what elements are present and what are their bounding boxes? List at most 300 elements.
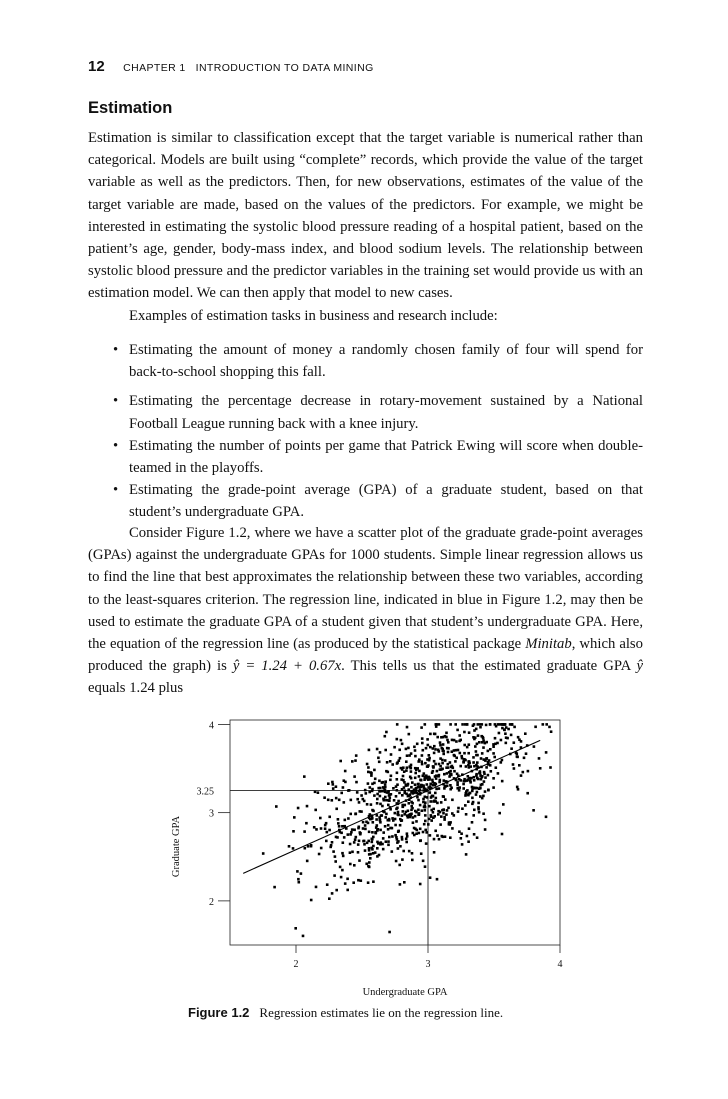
scatter-point: [429, 834, 432, 837]
scatter-point: [429, 785, 432, 788]
scatter-point: [466, 835, 469, 838]
scatter-point: [372, 821, 375, 824]
scatter-point: [425, 747, 428, 750]
scatter-point: [430, 819, 433, 822]
scatter-point: [489, 723, 492, 726]
scatter-point: [476, 743, 479, 746]
scatter-point: [471, 797, 474, 800]
scatter-point: [371, 841, 374, 844]
scatter-point: [479, 726, 482, 729]
scatter-point: [357, 843, 360, 846]
y-tick-label-reference: 3.25: [196, 786, 214, 798]
scatter-point: [412, 832, 415, 835]
scatter-point: [446, 739, 449, 742]
scatter-point: [356, 791, 359, 794]
scatter-point: [421, 763, 424, 766]
scatter-point: [439, 757, 442, 760]
scatter-point: [442, 795, 445, 798]
scatter-point: [462, 787, 465, 790]
scatter-point: [467, 760, 470, 763]
scatter-point: [454, 760, 457, 763]
scatter-point: [408, 754, 411, 757]
scatter-point: [453, 770, 456, 773]
scatter-point: [396, 813, 399, 816]
scatter-point: [438, 787, 441, 790]
scatter-point: [517, 736, 520, 739]
scatter-point: [379, 751, 382, 754]
scatter-point: [458, 740, 461, 743]
scatter-point: [411, 859, 414, 862]
scatter-point: [517, 788, 520, 791]
scatter-point: [370, 774, 373, 777]
scatter-point: [472, 761, 475, 764]
scatter-point: [481, 723, 484, 726]
scatter-point: [433, 838, 436, 841]
scatter-point: [467, 840, 470, 843]
scatter-point: [475, 774, 478, 777]
scatter-point: [483, 771, 486, 774]
scatter-point: [378, 780, 381, 783]
scatter-point: [437, 810, 440, 813]
scatter-point: [395, 860, 398, 863]
scatter-point: [418, 785, 421, 788]
scatter-point: [395, 795, 398, 798]
scatter-point: [368, 849, 371, 852]
scatter-point: [474, 787, 477, 790]
scatter-point: [497, 772, 500, 775]
scatter-point: [457, 807, 460, 810]
scatter-point: [347, 789, 350, 792]
scatter-point: [407, 810, 410, 813]
scatter-point: [466, 789, 469, 792]
scatter-point: [477, 723, 480, 726]
scatter-point: [516, 755, 519, 758]
scatter-point: [329, 846, 332, 849]
scatter-point: [456, 784, 459, 787]
scatter-point: [368, 861, 371, 864]
scatter-point: [415, 811, 418, 814]
scatter-point: [315, 886, 318, 889]
chapter-title: CHAPTER 1 INTRODUCTION TO DATA MINING: [123, 62, 374, 74]
scatter-point: [314, 791, 317, 794]
scatter-point: [292, 830, 295, 833]
scatter-point: [414, 777, 417, 780]
scatter-point: [513, 741, 516, 744]
scatter-point: [331, 841, 334, 844]
scatter-point: [441, 768, 444, 771]
scatter-point: [369, 813, 372, 816]
scatter-point: [396, 738, 399, 741]
scatter-point: [431, 771, 434, 774]
scatter-point: [420, 726, 423, 729]
scatter-point: [373, 769, 376, 772]
scatter-point: [424, 820, 427, 823]
scatter-point: [403, 881, 406, 884]
scatter-point: [355, 836, 358, 839]
scatter-point: [366, 803, 369, 806]
scatter-point: [425, 842, 428, 845]
scatter-point: [463, 731, 466, 734]
scatter-point: [384, 825, 387, 828]
scatter-point: [339, 866, 342, 869]
scatter-point: [389, 797, 392, 800]
scatter-point: [500, 761, 503, 764]
scatter-point: [457, 810, 460, 813]
scatter-point: [446, 809, 449, 812]
scatter-point: [516, 752, 519, 755]
yhat-symbol: ŷ: [636, 658, 643, 675]
scatter-point: [434, 763, 437, 766]
scatter-point: [449, 723, 452, 726]
scatter-point: [436, 878, 439, 881]
scatter-point: [378, 816, 381, 819]
scatter-point: [465, 765, 468, 768]
scatter-point: [472, 724, 475, 727]
scatter-point: [444, 785, 447, 788]
scatter-point: [467, 775, 470, 778]
scatter-point: [370, 818, 373, 821]
scatter-point: [513, 767, 516, 770]
scatter-point: [292, 847, 295, 850]
scatter-point: [505, 736, 508, 739]
scatter-point: [456, 729, 459, 732]
scatter-point: [550, 730, 553, 733]
x-tick-label: 4: [557, 959, 563, 970]
scatter-point: [307, 845, 310, 848]
scatter-point: [421, 737, 424, 740]
scatter-point: [385, 731, 388, 734]
scatter-point: [485, 757, 488, 760]
scatter-point: [423, 778, 426, 781]
scatter-point: [460, 837, 463, 840]
list-item-text: Estimating the number of points per game that Patrick Ewing will score when double-teamed in the playoffs.: [129, 437, 643, 477]
scatter-point: [481, 736, 484, 739]
scatter-point: [397, 830, 400, 833]
scatter-point: [391, 835, 394, 838]
scatter-point: [376, 802, 379, 805]
scatter-point: [450, 773, 453, 776]
scatter-point: [475, 754, 478, 757]
scatter-point: [404, 790, 407, 793]
scatter-point: [516, 786, 519, 789]
scatter-point: [469, 792, 472, 795]
scatter-point: [403, 813, 406, 816]
scatter-point: [471, 787, 474, 790]
scatter-point: [401, 858, 404, 861]
bullet-marker: •: [113, 437, 119, 454]
scatter-point: [549, 766, 552, 769]
scatter-point: [288, 845, 291, 848]
scatter-point: [397, 811, 400, 814]
scatter-point: [389, 808, 392, 811]
scatter-point: [468, 731, 471, 734]
scatter-point: [399, 757, 402, 760]
scatter-point: [520, 774, 523, 777]
scatter-point: [440, 801, 443, 804]
scatter-point: [467, 800, 470, 803]
scatter-point: [435, 774, 438, 777]
scatter-point: [408, 850, 411, 853]
list-item-text: Estimating the grade-point average (GPA) of a graduate student, based on that student’s undergraduate GPA.: [129, 482, 643, 521]
scatter-point: [338, 799, 341, 802]
scatter-point: [400, 739, 403, 742]
scatter-point: [472, 814, 475, 817]
scatter-point: [382, 831, 385, 834]
scatter-point: [371, 838, 374, 841]
y-tick-label: 3: [209, 808, 214, 820]
scatter-point: [473, 738, 476, 741]
scatter-point: [325, 822, 328, 825]
scatter-point: [369, 853, 372, 856]
scatter-point: [368, 791, 371, 794]
scatter-point: [433, 851, 436, 854]
scatter-point: [474, 745, 477, 748]
scatter-point: [442, 809, 445, 812]
consider-text: [88, 522, 643, 700]
figure-caption-text: Regression estimates lie on the regression line.: [259, 1005, 504, 1020]
scatter-point: [431, 779, 434, 782]
scatter-point: [378, 761, 381, 764]
scatter-point: [433, 760, 436, 763]
scatter-point: [387, 771, 390, 774]
scatter-point: [402, 805, 405, 808]
scatter-point: [396, 723, 399, 726]
scatter-point: [390, 753, 393, 756]
scatter-point: [353, 841, 356, 844]
scatter-point: [412, 821, 415, 824]
scatter-point: [389, 760, 392, 763]
scatter-point: [400, 778, 403, 781]
scatter-point: [382, 781, 385, 784]
scatter-point: [427, 776, 430, 779]
scatter-point: [490, 770, 493, 773]
scatter-point: [466, 746, 469, 749]
scatter-point: [484, 790, 487, 793]
scatter-point: [353, 775, 356, 778]
scatter-point: [436, 834, 439, 837]
consider-paragraph: [88, 522, 643, 700]
scatter-point: [349, 863, 352, 866]
scatter-point: [335, 889, 338, 892]
scatter-point: [429, 733, 432, 736]
scatter-point: [401, 838, 404, 841]
scatter-point: [394, 812, 397, 815]
scatter-point: [432, 808, 435, 811]
scatter-point: [421, 754, 424, 757]
scatter-point: [347, 817, 350, 820]
scatter-point: [349, 833, 352, 836]
scatter-point: [475, 764, 478, 767]
scatter-point: [387, 824, 390, 827]
bullet-marker: •: [113, 393, 119, 410]
scatter-point: [482, 746, 485, 749]
scatter-point: [447, 751, 450, 754]
scatter-point: [408, 788, 411, 791]
list-item: [88, 435, 643, 479]
scatter-point: [498, 732, 501, 735]
scatter-point: [442, 743, 445, 746]
scatter-point: [397, 800, 400, 803]
scatter-point: [438, 838, 441, 841]
scatter-point: [520, 740, 523, 743]
scatter-point: [424, 775, 427, 778]
scatter-point: [297, 878, 300, 881]
scatter-point: [401, 794, 404, 797]
scatter-point: [458, 734, 461, 737]
scatter-point: [431, 795, 434, 798]
scatter-point: [371, 847, 374, 850]
scatter-point: [447, 807, 450, 810]
scatter-point: [542, 723, 545, 726]
scatter-point: [333, 874, 336, 877]
scatter-point: [424, 804, 427, 807]
scatter-point: [463, 752, 466, 755]
scatter-point: [297, 807, 300, 810]
scatter-point: [366, 763, 369, 766]
scatter-point: [340, 876, 343, 879]
scatter-point: [411, 802, 414, 805]
scatter-point: [419, 828, 422, 831]
scatter-point: [367, 782, 370, 785]
scatter-point: [275, 805, 278, 808]
scatter-point: [501, 759, 504, 762]
scatter-point: [444, 759, 447, 762]
scatter-point: [433, 752, 436, 755]
scatter-point: [439, 779, 442, 782]
scatter-point: [479, 772, 482, 775]
scatter-point: [421, 742, 424, 745]
scatter-point: [545, 751, 548, 754]
scatter-point: [460, 755, 463, 758]
scatter-point: [447, 766, 450, 769]
scatter-point: [385, 840, 388, 843]
scatter-point: [424, 723, 427, 726]
scatter-point: [362, 827, 365, 830]
scatter-point: [303, 775, 306, 778]
scatter-point: [504, 732, 507, 735]
scatter-point: [429, 746, 432, 749]
scatter-point: [460, 832, 463, 835]
consider-text-part: equals 1.24 plus: [88, 680, 184, 697]
scatter-point: [310, 845, 313, 848]
scatter-point: [446, 772, 449, 775]
scatter-point: [398, 749, 401, 752]
scatter-point: [414, 783, 417, 786]
scatter-point: [338, 825, 341, 828]
scatter-point: [405, 769, 408, 772]
scatter-point: [353, 864, 356, 867]
scatter-point: [381, 805, 384, 808]
scatter-point: [487, 750, 490, 753]
scatter-point: [344, 770, 347, 773]
scatter-point: [351, 828, 354, 831]
scatter-point: [488, 759, 491, 762]
y-tick-label: 4: [209, 720, 214, 732]
intro-paragraph: [88, 127, 643, 305]
scatter-point: [362, 821, 365, 824]
scatter-point: [414, 772, 417, 775]
scatter-point: [456, 781, 459, 784]
scatter-point: [476, 777, 479, 780]
scatter-point: [482, 739, 485, 742]
scatter-point: [443, 773, 446, 776]
scatter-point: [473, 809, 476, 812]
scatter-point: [453, 755, 456, 758]
scatter-point: [373, 794, 376, 797]
scatter-point: [335, 785, 338, 788]
scatter-point: [415, 769, 418, 772]
scatter-point: [511, 723, 514, 726]
scatter-point: [494, 723, 497, 726]
scatter-point: [331, 799, 334, 802]
scatter-point: [357, 851, 360, 854]
scatter-point: [343, 801, 346, 804]
scatter-point: [313, 826, 316, 829]
scatter-point: [439, 744, 442, 747]
scatter-point: [473, 779, 476, 782]
scatter-point: [436, 802, 439, 805]
scatter-point: [349, 851, 352, 854]
scatter-point: [368, 831, 371, 834]
scatter-point: [472, 756, 475, 759]
scatter-point: [424, 865, 427, 868]
scatter-point: [420, 779, 423, 782]
scatter-point: [420, 760, 423, 763]
scatter-point: [319, 817, 322, 820]
scatter-point: [349, 813, 352, 816]
scatter-point: [298, 881, 301, 884]
scatter-point: [341, 869, 344, 872]
scatter-point: [364, 824, 367, 827]
scatter-point: [442, 812, 445, 815]
scatter-point: [409, 776, 412, 779]
figure-label: Figure 1.2: [188, 1005, 250, 1020]
scatter-point: [382, 798, 385, 801]
scatter-point: [469, 779, 472, 782]
scatter-point: [302, 935, 305, 938]
scatter-point: [408, 733, 411, 736]
scatter-point: [401, 788, 404, 791]
scatter-point: [335, 808, 338, 811]
scatter-point: [477, 734, 480, 737]
scatter-point: [391, 817, 394, 820]
scatter-point: [379, 795, 382, 798]
scatter-point: [358, 801, 361, 804]
scatter-point: [327, 782, 330, 785]
scatter-point: [501, 780, 504, 783]
scatter-point: [525, 752, 528, 755]
scatter-point: [388, 836, 391, 839]
scatter-point: [367, 766, 370, 769]
scatter-point: [355, 812, 358, 815]
page-number: 12: [88, 58, 105, 75]
scatter-point: [482, 812, 485, 815]
scatter-point: [342, 855, 345, 858]
scatter-point: [449, 784, 452, 787]
scatter-point: [459, 779, 462, 782]
scatter-point: [340, 792, 343, 795]
scatter-point: [339, 760, 342, 763]
scatter-point: [300, 872, 303, 875]
scatter-point: [421, 809, 424, 812]
scatter-point: [353, 829, 356, 832]
scatter-point: [376, 748, 379, 751]
scatter-point: [379, 821, 382, 824]
scatter-point: [469, 765, 472, 768]
scatter-point: [387, 840, 390, 843]
scatter-point: [444, 835, 447, 838]
scatter-point: [497, 723, 500, 726]
